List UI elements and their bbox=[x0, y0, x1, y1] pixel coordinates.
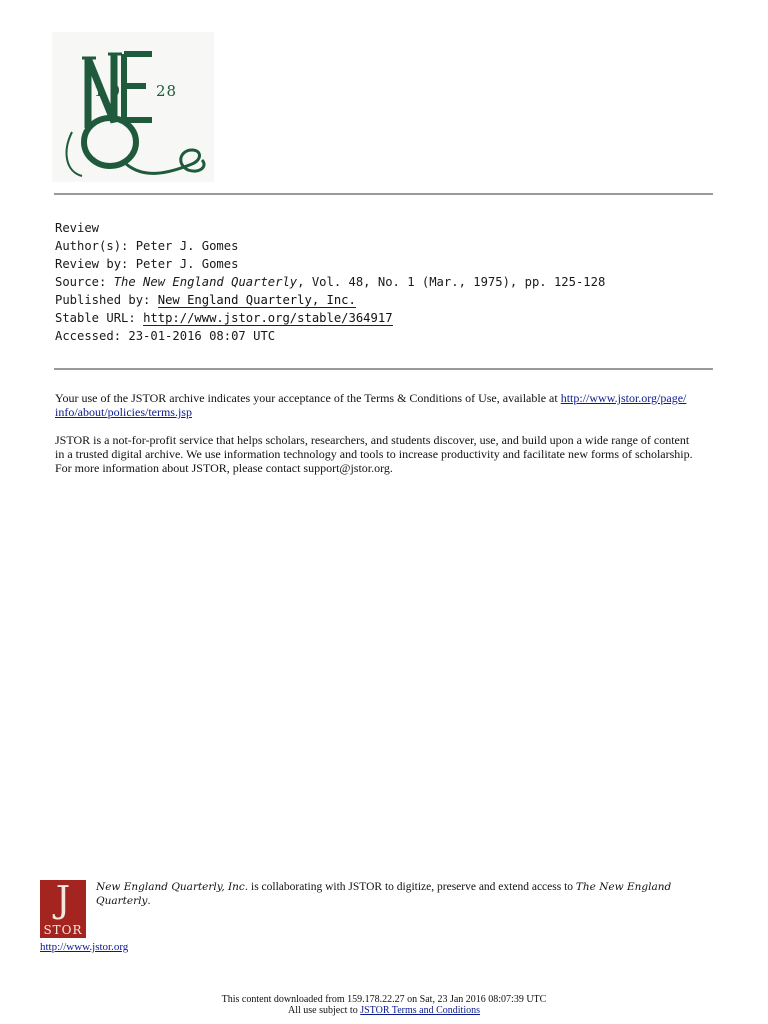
footer-line-2 bbox=[0, 1005, 768, 1016]
citation-authors: Author(s): Peter J. Gomes bbox=[55, 239, 239, 253]
citation-block bbox=[55, 219, 715, 345]
footer-line-2-prefix: All use subject to bbox=[288, 1005, 361, 1016]
terms-paragraph bbox=[55, 391, 720, 419]
neq-logo-mark bbox=[52, 32, 214, 182]
citation-accessed: Accessed: 23-01-2016 08:07 UTC bbox=[55, 329, 276, 343]
jstor-logo-word: STOR bbox=[43, 923, 83, 937]
neq-logo bbox=[52, 32, 214, 182]
collab-journal-line2: Quarterly bbox=[96, 895, 148, 907]
jstor-logo bbox=[40, 880, 86, 938]
source-label: Source: bbox=[55, 275, 114, 289]
footer-line-1: This content downloaded from 159.178.22.27 on Sat, 23 Jan 2016 08:07:39 UTC bbox=[221, 994, 547, 1005]
stable-url-label: Stable URL: bbox=[55, 311, 144, 325]
citation-review: Review bbox=[55, 221, 100, 235]
logo-year-left: 19 bbox=[94, 82, 128, 100]
footer-terms-link[interactable]: JSTOR Terms and Conditions bbox=[360, 1005, 480, 1016]
download-footer bbox=[0, 994, 768, 1016]
collab-middle: is collaborating with JSTOR to digitize, preserve and extend access to bbox=[248, 881, 576, 893]
publisher-label: Published by: bbox=[55, 293, 158, 307]
terms-link-part1[interactable]: http://www.jstor.org/page/ bbox=[560, 391, 687, 405]
middle-divider bbox=[54, 368, 713, 370]
terms-link-part2[interactable]: info/about/policies/terms.jsp bbox=[55, 405, 192, 419]
stable-url-link[interactable]: http://www.jstor.org/stable/364917 bbox=[143, 311, 393, 325]
terms-text: Your use of the JSTOR archive indicates your acceptance of the Terms & Conditions of Use, available at bbox=[55, 391, 561, 405]
about-line-3: For more information about JSTOR, please contact support@jstor.org. bbox=[55, 461, 393, 475]
collab-publisher: New England Quarterly, Inc. bbox=[96, 881, 249, 893]
citation-publisher bbox=[55, 291, 715, 309]
citation-stable-url bbox=[55, 309, 715, 327]
about-line-1: JSTOR is a not-for-profit service that helps scholars, researchers, and students discover, use, and build upon a wide range of content bbox=[55, 433, 690, 447]
source-details: , Vol. 48, No. 1 (Mar., 1975), pp. 125-128 bbox=[297, 275, 606, 289]
collab-end: . bbox=[147, 895, 151, 907]
jstor-home-link[interactable]: http://www.jstor.org bbox=[40, 941, 129, 953]
citation-reviewer: Review by: Peter J. Gomes bbox=[55, 257, 239, 271]
publisher-link[interactable]: New England Quarterly, Inc. bbox=[157, 293, 356, 307]
jstor-logo-letter: J bbox=[55, 880, 71, 921]
top-divider bbox=[54, 193, 713, 195]
source-journal-title: The New England Quarterly bbox=[113, 275, 298, 289]
collaboration-note bbox=[96, 880, 696, 908]
about-line-2: in a trusted digital archive. We use information technology and tools to increase productivity and facilitate new forms of scholarship. bbox=[55, 447, 693, 461]
about-paragraph bbox=[55, 433, 725, 475]
collab-journal-line1: The New England bbox=[575, 881, 672, 893]
logo-year-right: 28 bbox=[156, 82, 178, 100]
citation-source bbox=[55, 273, 715, 291]
